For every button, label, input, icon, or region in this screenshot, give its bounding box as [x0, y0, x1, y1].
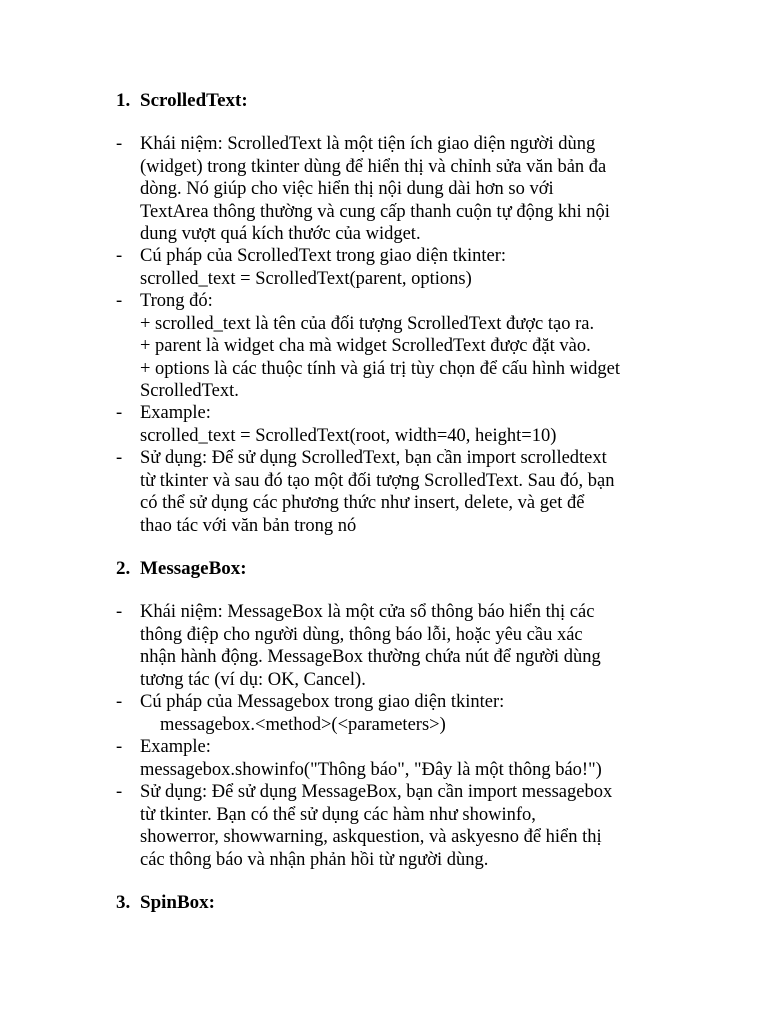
text-line: Sử dụng: Để sử dụng MessageBox, bạn cần import messagebox: [140, 782, 613, 802]
bullet-item: [116, 402, 686, 447]
text-line: ScrolledText.: [140, 381, 239, 401]
bullet-item: [116, 781, 686, 871]
bullet-item: [116, 447, 686, 537]
text-line: tương tác (ví dụ: OK, Cancel).: [140, 669, 366, 690]
text-line: TextArea thông thường và cung cấp thanh cuộn tự động khi nội: [140, 201, 610, 222]
text-line: messagebox.showinfo("Thông báo", "Đây là một thông báo!"): [140, 759, 602, 780]
text-line: messagebox.<method>(<parameters>): [160, 714, 446, 735]
text-line: scrolled_text = ScrolledText(parent, options): [140, 268, 472, 289]
text-line: showerror, showwarning, askquestion, và askyesno để hiển thị: [140, 827, 602, 847]
section-heading-messagebox: [116, 558, 247, 580]
bullet-item: [116, 736, 686, 781]
bullet-item: [116, 601, 686, 691]
bullet-item: [116, 133, 686, 246]
section-number: 2.: [116, 558, 131, 579]
text-line: dòng. Nó giúp cho việc hiển thị nội dung dài hơn so với: [140, 179, 554, 199]
text-line: Example:: [140, 737, 211, 757]
section-number: 1.: [116, 90, 131, 111]
text-line: Cú pháp của ScrolledText trong giao diện tkinter:: [140, 246, 507, 266]
text-line: Khái niệm: MessageBox là một cửa sổ thông báo hiển thị các: [140, 602, 595, 622]
bullet-item: [116, 691, 686, 736]
section-title: SpinBox:: [140, 892, 215, 913]
text-line: các thông báo và nhận phản hồi từ người dùng.: [140, 849, 489, 870]
bullet-marker: -: [116, 737, 123, 757]
section-number: 3.: [116, 892, 131, 913]
text-line: nhận hành động. MessageBox thường chứa nút để người dùng: [140, 647, 601, 667]
text-line: Cú pháp của Messagebox trong giao diện tkinter:: [140, 692, 505, 712]
bullet-marker: -: [116, 692, 123, 712]
text-line: từ tkinter và sau đó tạo một đối tượng ScrolledText. Sau đó, bạn: [140, 470, 615, 491]
text-line: thông điệp cho người dùng, thông báo lỗi, hoặc yêu cầu xác: [140, 624, 583, 645]
text-line: thao tác với văn bản trong nó: [140, 515, 357, 536]
text-line: dung vượt quá kích thước của widget.: [140, 224, 421, 244]
section-heading-spinbox: [116, 892, 215, 914]
section-title: MessageBox:: [140, 558, 247, 579]
section-title: ScrolledText:: [140, 90, 248, 111]
text-line: Khái niệm: ScrolledText là một tiện ích giao diện người dùng: [140, 134, 596, 154]
text-line: (widget) trong tkinter dùng để hiển thị và chỉnh sửa văn bản đa: [140, 156, 607, 177]
bullet-marker: -: [116, 246, 123, 266]
text-line: Sử dụng: Để sử dụng ScrolledText, bạn cần import scrolledtext: [140, 448, 607, 468]
text-line: có thể sử dụng các phương thức như insert, delete, và get để: [140, 493, 585, 513]
text-line: Trong đó:: [140, 291, 213, 311]
bullet-marker: -: [116, 291, 123, 311]
text-line: scrolled_text = ScrolledText(root, width=40, height=10): [140, 425, 557, 446]
bullet-marker: -: [116, 448, 123, 468]
bullet-marker: -: [116, 134, 123, 154]
bullet-marker: -: [116, 403, 123, 423]
bullet-marker: -: [116, 782, 123, 802]
text-line: từ tkinter. Bạn có thể sử dụng các hàm như showinfo,: [140, 804, 536, 825]
text-line: + parent là widget cha mà widget ScrolledText được đặt vào.: [140, 336, 591, 356]
section-heading-scrolledtext: [116, 90, 248, 112]
text-line: + options là các thuộc tính và giá trị tùy chọn để cấu hình widget: [140, 358, 621, 379]
text-line: Example:: [140, 403, 211, 423]
bullet-item: [116, 290, 686, 403]
bullet-item: [116, 245, 686, 290]
text-line: + scrolled_text là tên của đối tượng ScrolledText được tạo ra.: [140, 313, 595, 334]
bullet-marker: -: [116, 602, 123, 622]
